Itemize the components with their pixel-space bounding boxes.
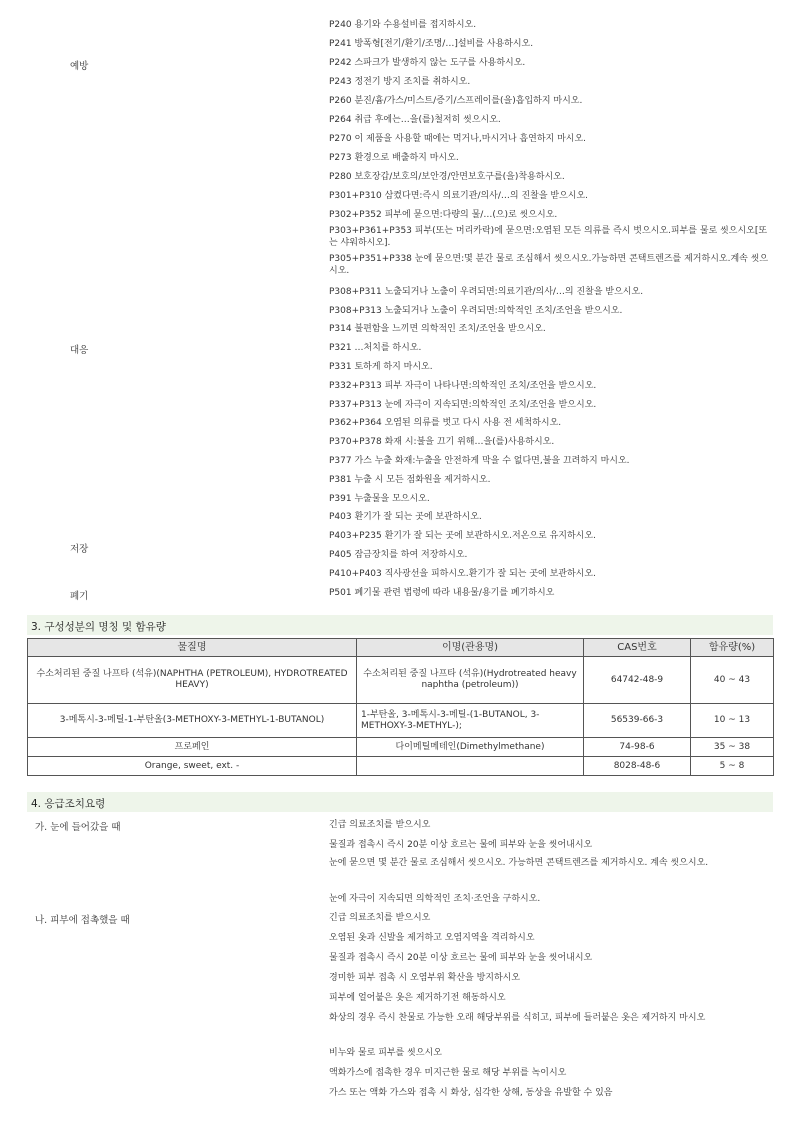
- column-header: 함유량(%): [691, 639, 774, 657]
- first-aid-item: 비누와 물로 피부를 씻으시오: [329, 1048, 442, 1058]
- statement: P302+P352 피부에 묻으면:다량의 물/…(으)로 씻으시오.: [329, 210, 558, 220]
- statement: P362+P364 오염된 의류를 벗고 다시 사용 전 세척하시오.: [329, 418, 562, 428]
- table-header-row: [28, 639, 774, 657]
- first-aid-item: 경미한 피부 접촉 시 오염부위 확산을 방지하시오: [329, 973, 521, 983]
- section-4-title: 4. 응급조치요령: [31, 798, 106, 810]
- category-disposal: 폐기: [70, 591, 89, 602]
- composition-table: [27, 638, 774, 776]
- statement: P240 용기와 수용설비를 접지하시오.: [329, 20, 477, 30]
- statement: P403+P235 환기가 잘 되는 곳에 보관하시오.저온으로 유지하시오.: [329, 531, 596, 541]
- substance-name: 3-메톡시-3-메틸-1-부탄올(3-METHOXY-3-METHYL-1-BUTANOL): [28, 704, 357, 738]
- column-header: CAS번호: [584, 639, 691, 657]
- column-header: 이명(관용명): [357, 639, 584, 657]
- statement: P381 누출 시 모든 점화원을 제거하시오.: [329, 475, 491, 485]
- cas-number: 8028-48-6: [584, 757, 691, 776]
- category-prevention: 예방: [70, 61, 89, 72]
- first-aid-item: 눈에 자극이 지속되면 의학적인 조치·조언을 구하시오.: [329, 894, 541, 904]
- substance-name: 수소처리된 중질 나프타 (석유)(NAPHTHA (PETROLEUM), HYDROTREATED HEAVY): [28, 657, 357, 704]
- substance-name: 프로페인: [28, 738, 357, 757]
- statement: P337+P313 눈에 자극이 지속되면:의학적인 조치/조언을 받으시오.: [329, 400, 597, 410]
- statement: P405 잠금장치를 하여 저장하시오.: [329, 550, 468, 560]
- statement: P270 이 제품을 사용할 때에는 먹거나,마시거나 흡연하지 마시오.: [329, 134, 587, 144]
- statement: P280 보호장갑/보호의/보안경/안면보호구를(을)착용하시오.: [329, 172, 565, 182]
- first-aid-item: 화상의 경우 즉시 찬물로 가능한 오래 해당부위를 식히고, 피부에 들러붙은 옷은 제거하지 마시오: [329, 1013, 706, 1023]
- content-percent: 40 ~ 43: [691, 657, 774, 704]
- synonym: 수소처리된 중질 나프타 (석유)(Hydrotreated heavy naphtha (petroleum)): [357, 657, 584, 704]
- statement: P501 폐기물 관련 법령에 따라 내용물/용기를 폐기하시오: [329, 588, 555, 598]
- first-aid-item: 액화가스에 접촉한 경우 미지근한 물로 해당 부위를 녹이시오: [329, 1068, 567, 1078]
- section-3-title: 3. 구성성분의 명칭 및 함유량: [31, 621, 166, 633]
- synonym: 다이메틸메테인(Dimethylmethane): [357, 738, 584, 757]
- statement: P305+P351+P338 눈에 묻으면:몇 분간 물로 조심해서 씻으시오.가능하면 콘택트렌즈를 제거하시오.계속 씻으시오.: [329, 254, 769, 276]
- first-aid-item: 피부에 얼어붙은 옷은 제거하기전 해동하시오: [329, 993, 506, 1003]
- section-3-header: [27, 615, 773, 635]
- first-aid-item: 긴급 의료조치를 받으시오: [329, 913, 431, 923]
- statement: P331 토하게 하지 마시오.: [329, 362, 433, 372]
- synonym: 1-부탄올, 3-메톡시-3-메틸-(1-BUTANOL, 3-METHOXY-3-METHYL-);: [357, 704, 584, 738]
- statement: P303+P361+P353 피부(또는 머리카락)에 묻으면:오염된 모든 의류를 즉시 벗으시오.피부를 물로 씻으시오[또는 샤워하시오].: [329, 226, 768, 248]
- statement: P314 불편함을 느끼면 의학적인 조치/조언을 받으시오.: [329, 324, 546, 334]
- first-aid-item: 긴급 의료조치를 받으시오: [329, 820, 431, 830]
- statement: P301+P310 삼켰다면:즉시 의료기관/의사/…의 진찰을 받으시오.: [329, 191, 589, 201]
- content-percent: 5 ~ 8: [691, 757, 774, 776]
- statement: P321 …처치를 하시오.: [329, 343, 422, 353]
- statement: P410+P403 직사광선을 피하시오.환기가 잘 되는 곳에 보관하시오.: [329, 569, 596, 579]
- cas-number: 64742-48-9: [584, 657, 691, 704]
- category-eye-contact: 가. 눈에 들어갔을 때: [35, 822, 121, 833]
- first-aid-item: 물질과 접촉시 즉시 20분 이상 흐르는 물에 피부와 눈을 씻어내시오: [329, 953, 593, 963]
- cas-number: 56539-66-3: [584, 704, 691, 738]
- statement: P377 가스 누출 화재:누출을 안전하게 막을 수 없다면,불을 끄려하지 마시오.: [329, 456, 630, 466]
- first-aid-item: 가스 또는 액화 가스와 접촉 시 화상, 심각한 상해, 동상을 유발할 수 있음: [329, 1088, 613, 1098]
- first-aid-item: 물질과 접촉시 즉시 20분 이상 흐르는 물에 피부와 눈을 씻어내시오: [329, 840, 593, 850]
- category-skin-contact: 나. 피부에 접촉했을 때: [35, 915, 130, 926]
- section-4-header: [27, 792, 773, 812]
- table-row: [28, 757, 774, 776]
- statement: P391 누출물을 모으시오.: [329, 494, 430, 504]
- synonym: [357, 757, 584, 776]
- statement: P264 취급 후에는…을(를)철저히 씻으시오.: [329, 115, 501, 125]
- content-percent: 35 ~ 38: [691, 738, 774, 757]
- category-storage: 저장: [70, 544, 89, 555]
- table-row: [28, 738, 774, 757]
- content-percent: 10 ~ 13: [691, 704, 774, 738]
- statement: P242 스파크가 발생하지 않는 도구를 사용하시오.: [329, 58, 526, 68]
- statement: P243 정전기 방지 조치를 취하시오.: [329, 77, 471, 87]
- statement: P308+P313 노출되거나 노출이 우려되면:의학적인 조치/조언을 받으시오.: [329, 306, 623, 316]
- statement: P241 방폭형[전기/환기/조명/…]설비를 사용하시오.: [329, 39, 534, 49]
- statement: P260 분진/흄/가스/미스트/증기/스프레이를(을)흡입하지 마시오.: [329, 96, 583, 106]
- category-response: 대응: [70, 345, 89, 356]
- statement: P273 환경으로 배출하지 마시오.: [329, 153, 459, 163]
- first-aid-item: 오염된 옷과 신발을 제거하고 오염지역을 격리하시오: [329, 933, 535, 943]
- statement: P308+P311 노출되거나 노출이 우려되면:의료기관/의사/…의 진찰을 받으시오.: [329, 287, 644, 297]
- statement: P370+P378 화재 시:불을 끄기 위해…을(를)사용하시오.: [329, 437, 555, 447]
- table-row: [28, 657, 774, 704]
- cas-number: 74-98-6: [584, 738, 691, 757]
- column-header: 물질명: [28, 639, 357, 657]
- table-row: [28, 704, 774, 738]
- statement: P403 환기가 잘 되는 곳에 보관하시오.: [329, 512, 482, 522]
- statement: P332+P313 피부 자극이 나타나면:의학적인 조치/조언을 받으시오.: [329, 381, 597, 391]
- substance-name: Orange, sweet, ext. -: [28, 757, 357, 776]
- first-aid-item: 눈에 묻으면 몇 분간 물로 조심해서 씻으시오. 가능하면 콘택트렌즈를 제거하시오. 계속 씻으시오.: [329, 858, 709, 868]
